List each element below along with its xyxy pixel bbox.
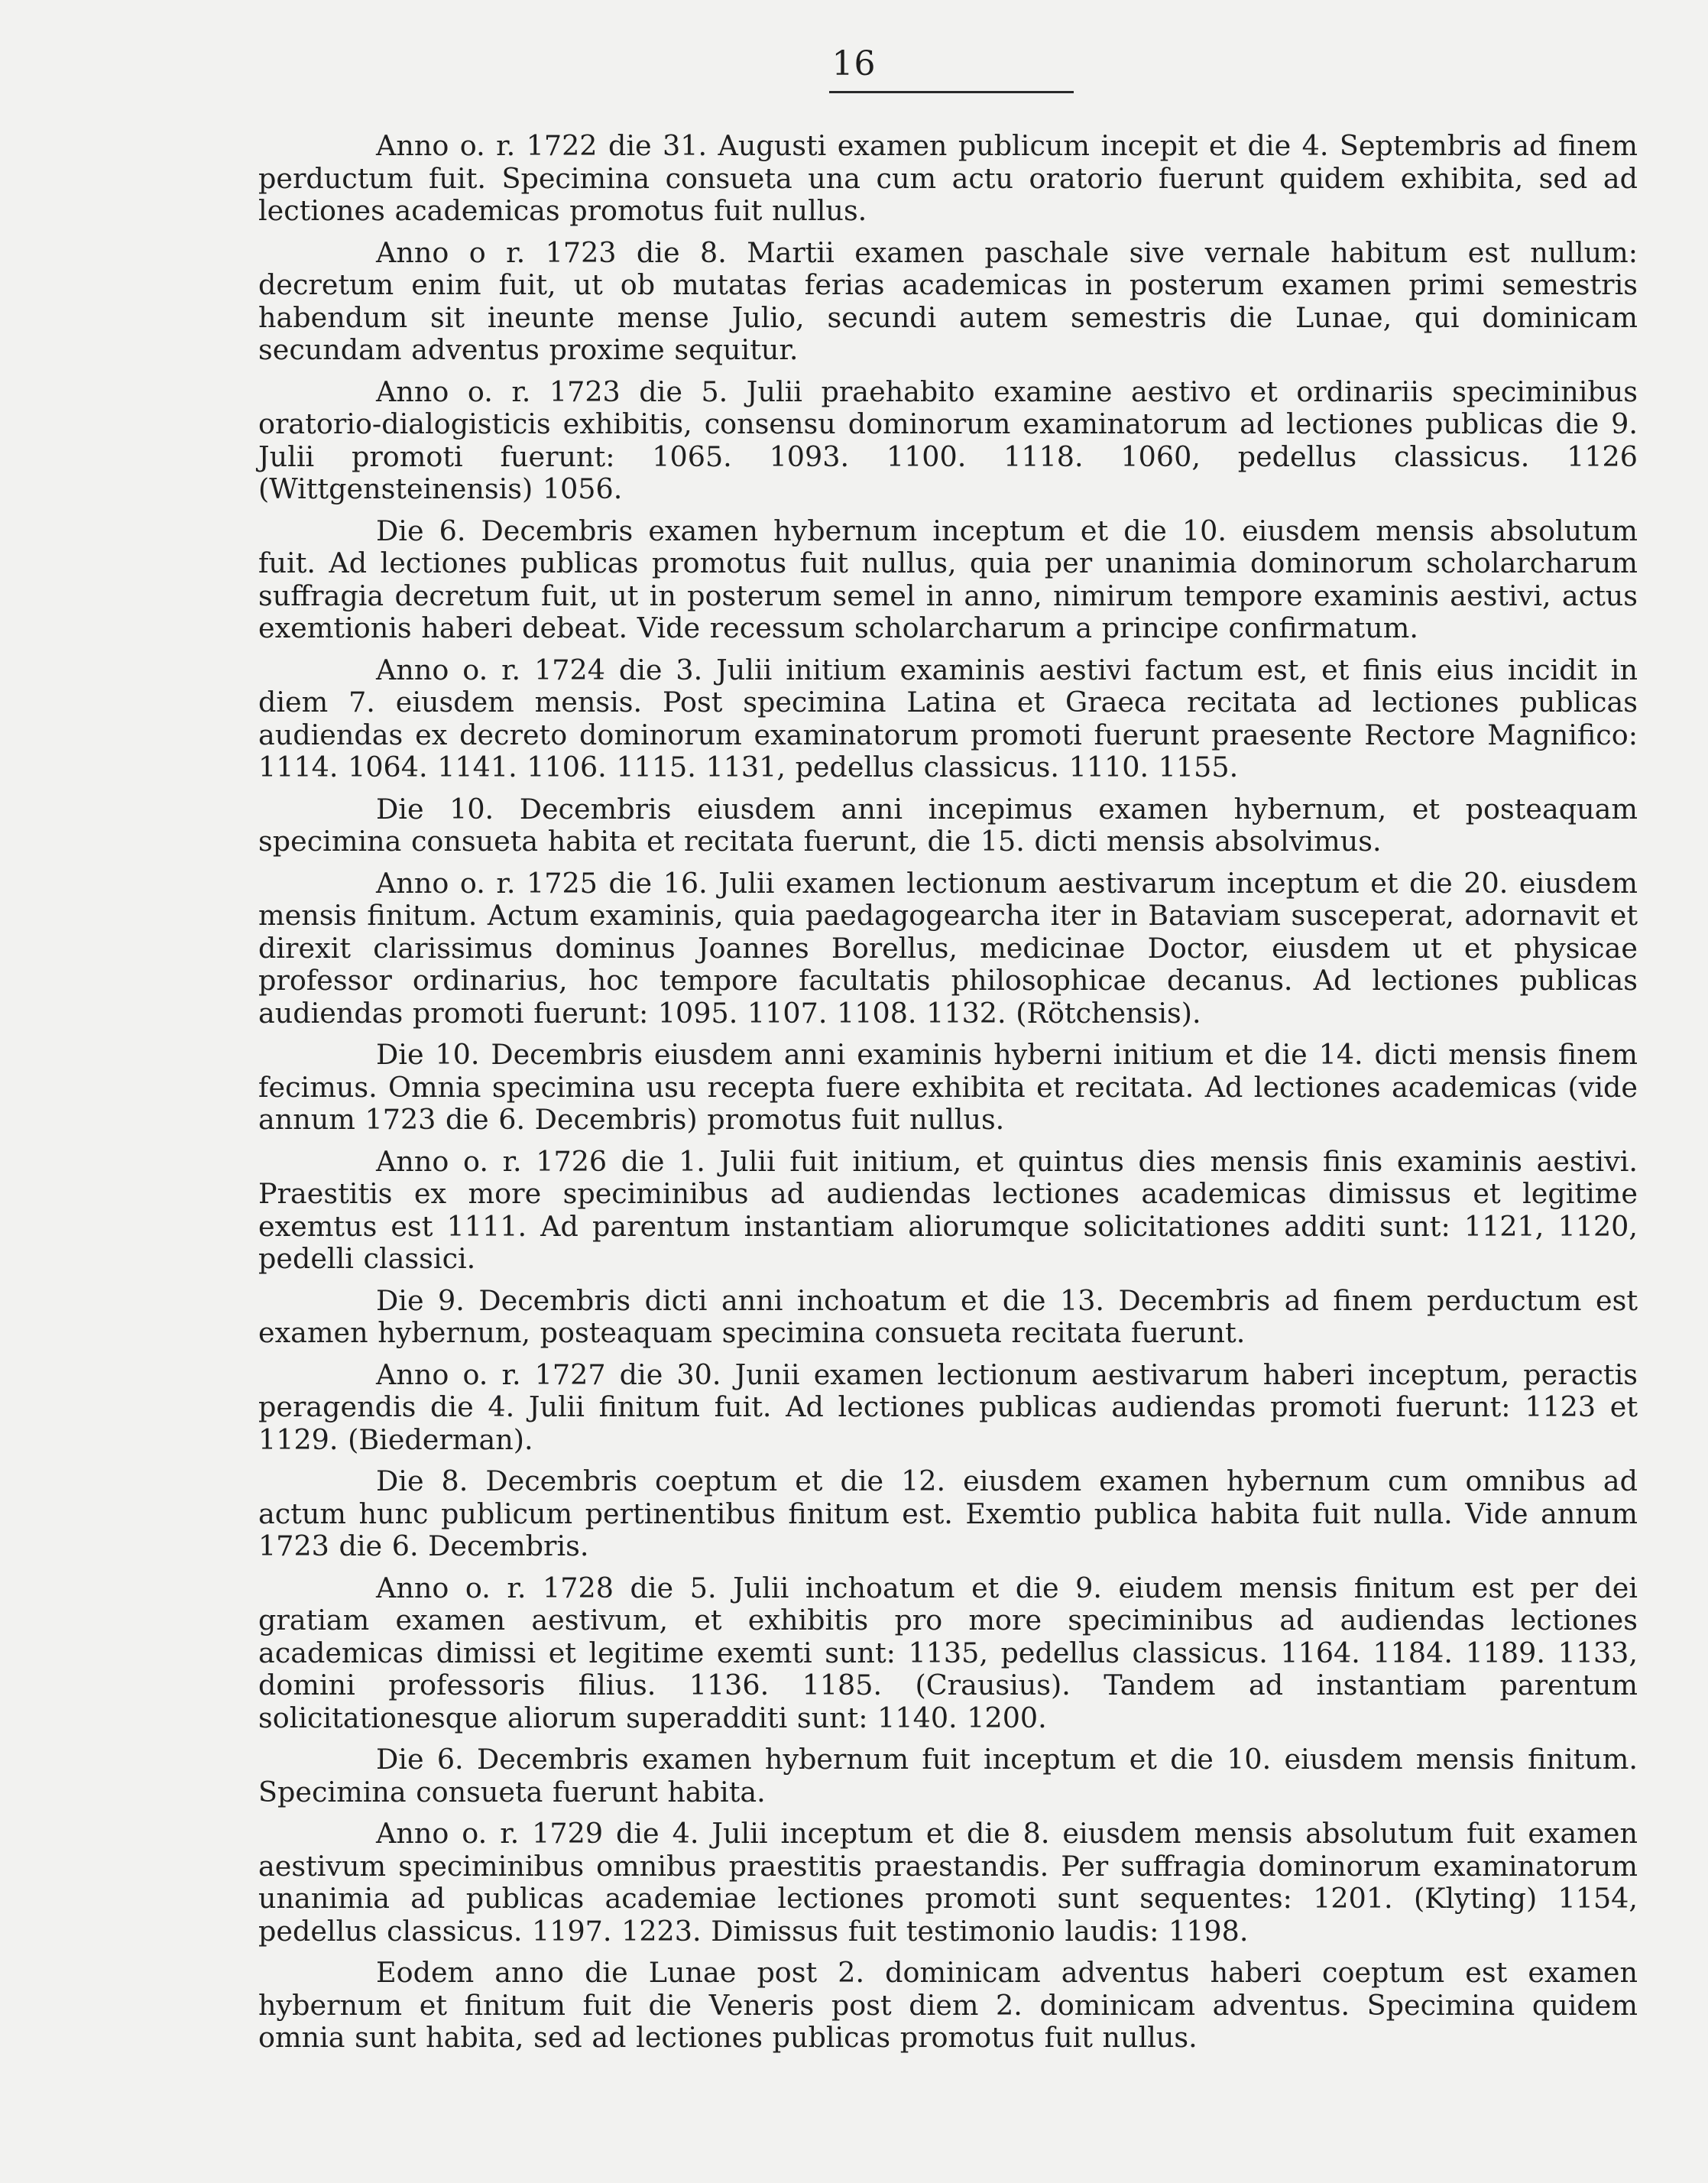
paragraph-1722-august: Anno o. r. 1722 die 31. Augusti examen publicum incepit et die 4. Septembris ad finem perductum fuit. Specimina consueta una cum actu oratorio fuerunt quidem exhibita, sed ad lectiones academicas promotus fuit nullus.	[258, 129, 1638, 227]
paragraph-1728-december: Die 6. Decembris examen hybernum fuit inceptum et die 10. eiusdem mensis finitum. Specimina consueta fuerunt habita.	[258, 1743, 1638, 1808]
paragraph-1725-december: Die 10. Decembris eiusdem anni examinis hyberni initium et die 14. dicti mensis finem fecimus. Omnia specimina usu recepta fuere exhibita et recitata. Ad lectiones academicas (vide annum 1723 die 6. Decembris) promotus fuit nullus.	[258, 1038, 1638, 1136]
paragraph-1729-july: Anno o. r. 1729 die 4. Julii inceptum et die 8. eiusdem mensis absolutum fuit examen aestivum speciminibus omnibus praestitis praestandis. Per suffragia dominorum examinatorum unanimia ad publicas academiae lectiones promoti sunt sequentes: 1201. (Klyting) 1154, pedellus classicus. 1197. 1223. Dimissus fuit testimonio laudis: 1198.	[258, 1817, 1638, 1948]
header-rule	[829, 91, 1074, 93]
page-number: 16	[831, 44, 877, 83]
text-body	[258, 130, 1638, 2055]
paragraph-1723-december: Die 6. Decembris examen hybernum inceptum et die 10. eiusdem mensis absolutum fuit. Ad lectiones publicas promotus fuit nullus, quia per unanimia dominorum scholarcharum suffragia decretum fuit, ut in posterum semel in anno, nimirum tempore examinis aestivi, actus exemtionis haberi debeat. Vide recessum scholarcharum a principe confirmatum.	[258, 514, 1638, 644]
paragraph-1723-march: Anno o r. 1723 die 8. Martii examen paschale sive vernale habitum est nullum: decretum enim fuit, ut ob mutatas ferias academicas in posterum examen primi semestris habendum sit ineunte mense Julio, secundi autem semestris die Lunae, qui dominicam secundam adventus proxime sequitur.	[258, 235, 1638, 366]
paragraph-1724-july: Anno o. r. 1724 die 3. Julii initium examinis aestivi factum est, et finis eius incidit in diem 7. eiusdem mensis. Post specimina Latina et Graeca recitata ad lectiones publicas audiendas ex decreto dominorum examinatorum promoti fuerunt praesente Rectore Magnifico: 1114. 1064. 1141. 1106. 1115. 1131, pedellus classicus. 1110. 1155.	[258, 653, 1638, 783]
paragraph-1727-june: Anno o. r. 1727 die 30. Junii examen lectionum aestivarum haberi inceptum, peractis peragendis die 4. Julii finitum fuit. Ad lectiones publicas audiendas promoti fuerunt: 1123 et 1129. (Biederman).	[258, 1357, 1638, 1456]
paragraph-1726-july: Anno o. r. 1726 die 1. Julii fuit initium, et quintus dies mensis finis examinis aestivi. Praestitis ex more speciminibus ad audiendas lectiones academicas dimissus et legitime exemtus est 1111. Ad parentum instantiam aliorumque solicitationes additi sunt: 1121, 1120, pedelli classici.	[258, 1144, 1638, 1275]
paragraph-1728-july: Anno o. r. 1728 die 5. Julii inchoatum et die 9. eiudem mensis finitum est per dei gratiam examen aestivum, et exhibitis pro more speciminibus ad audiendas lectiones academicas dimissi et legitime exemti sunt: 1135, pedellus classicus. 1164. 1184. 1189. 1133, domini professoris filius. 1136. 1185. (Crausius). Tandem ad instantiam parentum solicitationesque aliorum superadditi sunt: 1140. 1200.	[258, 1571, 1638, 1734]
paragraph-1726-december: Die 9. Decembris dicti anni inchoatum et die 13. Decembris ad finem perductum est examen hybernum, posteaquam specimina consueta recitata fuerunt.	[258, 1283, 1638, 1349]
paragraph-1723-july: Anno o. r. 1723 die 5. Julii praehabito examine aestivo et ordinariis speciminibus oratorio-dialogisticis exhibitis, consensu dominorum examinatorum ad lectiones publicas die 9. Julii promoti fuerunt: 1065. 1093. 1100. 1118. 1060, pedellus classicus. 1126 (Wittgensteinensis) 1056.	[258, 375, 1638, 505]
paragraph-1727-december: Die 8. Decembris coeptum et die 12. eiusdem examen hybernum cum omnibus ad actum hunc publicum pertinentibus finitum est. Exemtio publica habita fuit nulla. Vide annum 1723 die 6. Decembris.	[258, 1465, 1638, 1562]
paragraph-1729-winter: Eodem anno die Lunae post 2. dominicam adventus haberi coeptum est examen hybernum et finitum fuit die Veneris post diem 2. dominicam adventus. Specimina quidem omnia sunt habita, sed ad lectiones publicas promotus fuit nullus.	[258, 1956, 1638, 2054]
paragraph-1724-december: Die 10. Decembris eiusdem anni incepimus examen hybernum, et posteaquam specimina consueta habita et recitata fuerunt, die 15. dicti mensis absolvimus.	[258, 792, 1638, 858]
paragraph-1725-july: Anno o. r. 1725 die 16. Julii examen lectionum aestivarum inceptum et die 20. eiusdem mensis finitum. Actum examinis, quia paedagogearcha iter in Bataviam susceperat, adornavit et direxit clarissimus dominus Joannes Borellus, medicinae Doctor, eiusdem ut et physicae professor ordinarius, hoc tempore facultatis philosophicae decanus. Ad lectiones publicas audiendas promoti fuerunt: 1095. 1107. 1108. 1132. (Rötchensis).	[258, 866, 1638, 1030]
